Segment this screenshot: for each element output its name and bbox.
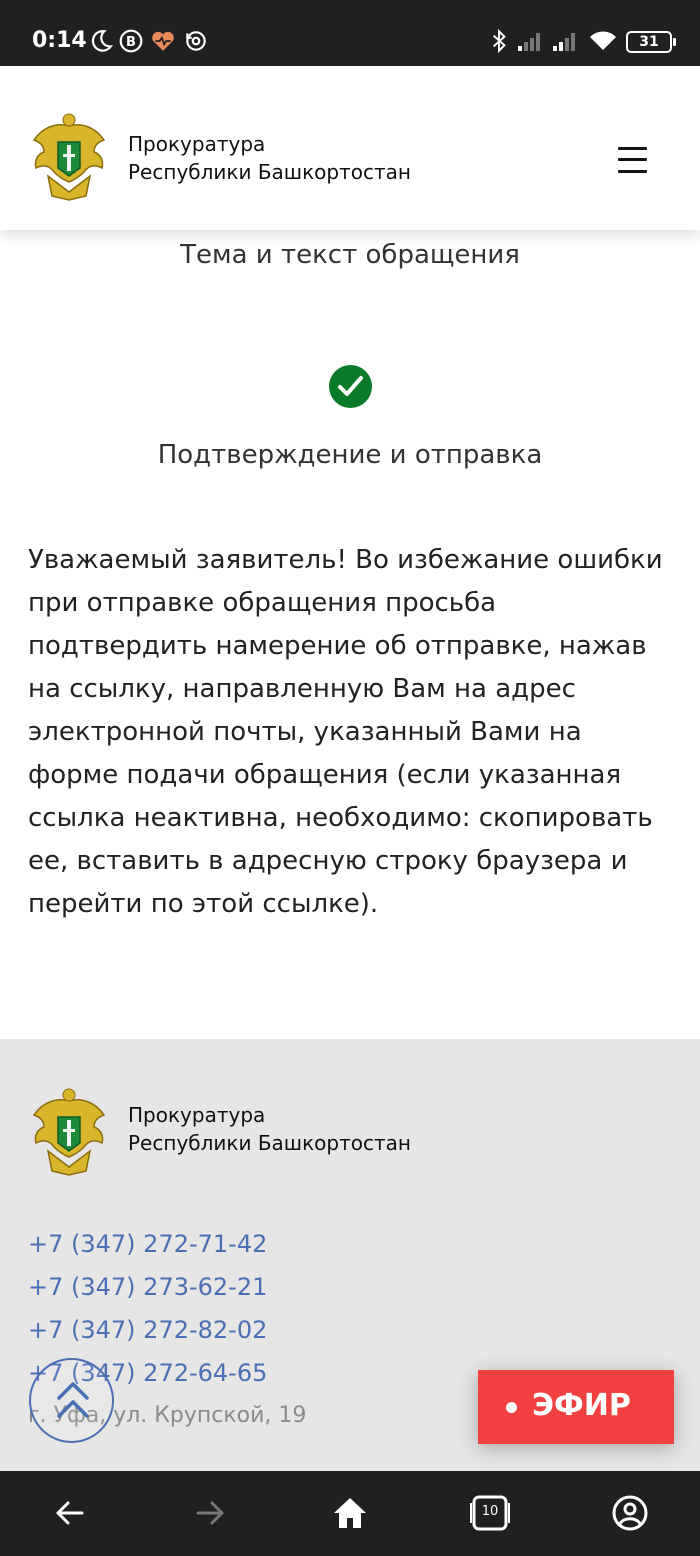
phone-link[interactable]: +7 (347) 272-64-65 (28, 1359, 268, 1387)
footer-org-name-line1: Прокуратура (128, 1103, 266, 1127)
emblem-logo[interactable] (28, 112, 110, 202)
back-arrow-icon[interactable] (50, 1493, 90, 1533)
efir-label: ЭФИР (532, 1388, 631, 1423)
step-confirm-label: Подтверждение и отправка (157, 440, 543, 470)
org-name-line2: Республики Башкортостан (128, 160, 411, 184)
phone-link[interactable]: +7 (347) 273-62-21 (28, 1273, 268, 1301)
org-name-line1: Прокуратура (128, 132, 266, 156)
efir-live-button[interactable] (478, 1370, 674, 1444)
b-badge-icon (118, 28, 144, 54)
double-chevron-up-icon (53, 1376, 93, 1426)
phone-link[interactable]: +7 (347) 272-71-42 (28, 1230, 268, 1258)
address: г. Уфа, ул. Крупской, 19 (28, 1403, 307, 1428)
live-dot-icon (506, 1402, 517, 1413)
checkmark-icon (338, 375, 363, 398)
wifi-icon (588, 28, 618, 54)
footer-org-name-line2: Республики Башкортостан (128, 1131, 411, 1155)
signal-icon (551, 28, 581, 54)
signal-icon (516, 28, 546, 54)
status-time: 0:14 (32, 28, 87, 53)
phone-link[interactable]: +7 (347) 272-82-02 (28, 1316, 268, 1344)
health-icon (150, 28, 176, 54)
hamburger-menu-icon[interactable] (616, 146, 650, 174)
step-topic-label: Тема и текст обращения (180, 240, 520, 270)
emblem-logo[interactable] (28, 1087, 110, 1177)
svg-text:B: B (126, 34, 136, 50)
home-icon[interactable] (330, 1493, 370, 1533)
moon-icon (88, 28, 114, 54)
footer-org-name (128, 1101, 411, 1157)
bluetooth-icon (486, 28, 512, 54)
status-bar (0, 0, 700, 66)
profile-icon[interactable] (610, 1493, 650, 1533)
browser-nav-bar (0, 1471, 700, 1556)
tabs-count: 10 (481, 1504, 499, 1519)
sync-icon (183, 28, 209, 54)
tabs-icon[interactable] (470, 1495, 510, 1531)
confirmation-notice: Уважаемый заявитель! Во избежание ошибки при отправке обращения просьба подтвердить намерение об отправке, нажав на ссылку, направленную Вам на адрес электронной почты, указанный Вами на форме подачи обращения (если указанная ссылка неактивна, необходимо: скопировать ее, вставить в адресную строку браузера и перейти по этой ссылке). (28, 545, 663, 919)
forward-arrow-icon[interactable] (190, 1493, 230, 1533)
battery-icon: 31 (626, 31, 672, 53)
check-circle-icon (329, 365, 372, 408)
site-header (0, 66, 700, 230)
scroll-to-top-button[interactable] (29, 1358, 114, 1443)
org-name (128, 130, 411, 186)
